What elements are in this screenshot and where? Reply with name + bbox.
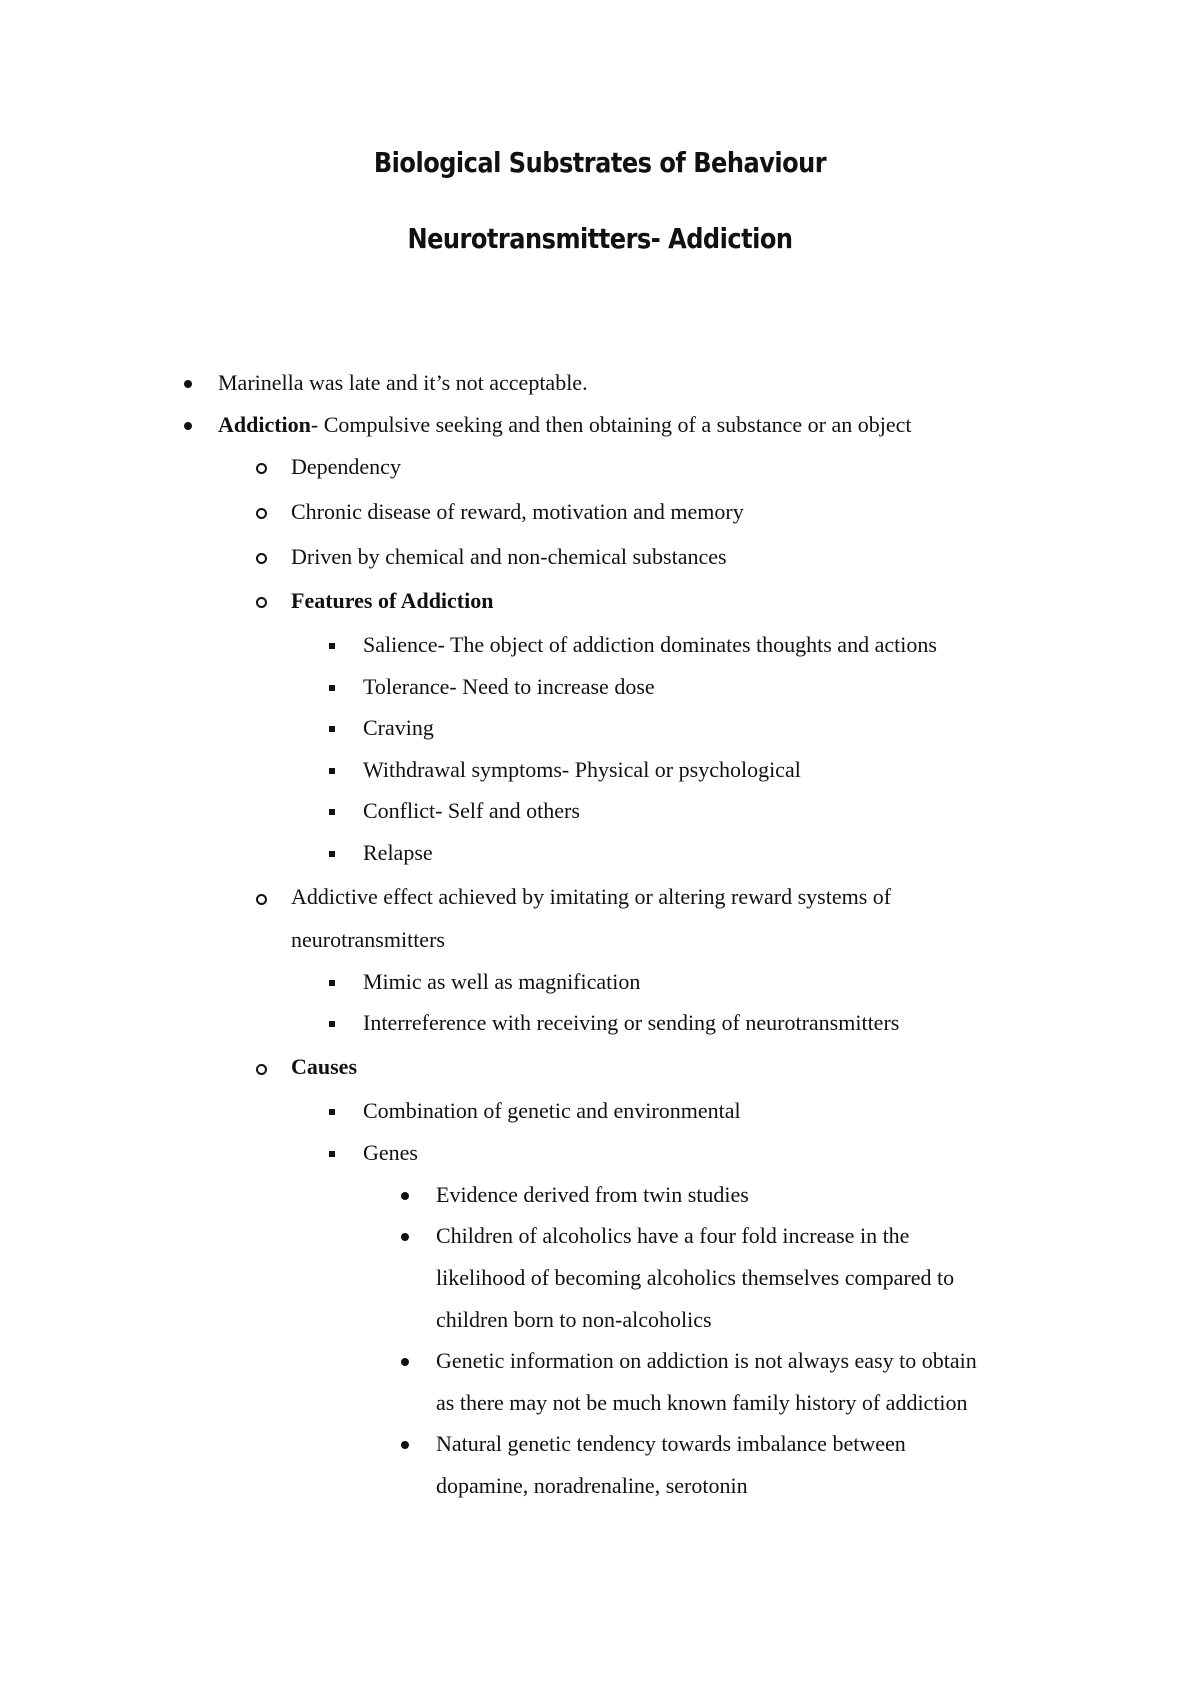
bullet-circle-icon (256, 894, 267, 905)
bullet-circle-icon (256, 553, 267, 564)
list-item: Chronic disease of reward, motivation and memory (291, 499, 744, 524)
bullet-circle-icon (256, 463, 267, 474)
bullet-square-icon (329, 643, 335, 649)
list-item: Craving (363, 715, 434, 740)
list-item: Dependency (291, 454, 401, 479)
list-item: Natural genetic tendency towards imbalance between (436, 1431, 906, 1456)
list-item: Evidence derived from twin studies (436, 1182, 749, 1207)
bullet-square-icon (329, 980, 335, 986)
bullet-circle-icon (256, 508, 267, 519)
bullet-square-icon (329, 685, 335, 691)
bullet-circle-icon (256, 1064, 267, 1075)
bullet-dot-icon (184, 422, 192, 430)
list-item: Driven by chemical and non-chemical substances (291, 544, 727, 569)
list-item: Genes (363, 1140, 418, 1165)
list-item: Tolerance- Need to increase dose (363, 674, 655, 699)
list-item (291, 1052, 357, 1082)
bullet-square-icon (329, 1109, 335, 1115)
bullet-square-icon (329, 768, 335, 774)
list-item: Combination of genetic and environmental (363, 1098, 741, 1123)
bullet-square-icon (329, 851, 335, 857)
document-subtitle: Neurotransmitters- Addiction (407, 222, 793, 255)
bullet-square-icon (329, 809, 335, 815)
list-item: Interreference with receiving or sending of neurotransmitters (363, 1010, 900, 1035)
list-item-continuation: neurotransmitters (291, 927, 445, 952)
bullet-dot-icon (401, 1358, 409, 1366)
bullet-dot-icon (401, 1233, 409, 1241)
list-item: Marinella was late and it’s not acceptable. (218, 370, 588, 395)
list-item-continuation: children born to non-alcoholics (436, 1307, 712, 1332)
list-item: Mimic as well as magnification (363, 969, 641, 994)
bullet-list (0, 368, 1200, 1568)
list-item: Conflict- Self and others (363, 798, 580, 823)
list-item: Addictive effect achieved by imitating or altering reward systems of (291, 884, 892, 909)
section-heading: Causes (291, 1054, 358, 1079)
list-item: Addiction- Compulsive seeking and then obtaining of a substance or an object (218, 412, 912, 437)
bullet-square-icon (329, 1021, 335, 1027)
section-heading: Features of Addiction (291, 588, 494, 613)
bullet-dot-icon (401, 1192, 409, 1200)
list-item-continuation: dopamine, noradrenaline, serotonin (436, 1473, 748, 1498)
list-item-continuation: as there may not be much known family history of addiction (436, 1390, 968, 1415)
list-item: Children of alcoholics have a four fold increase in the (436, 1223, 910, 1248)
bullet-dot-icon (184, 380, 192, 388)
list-item: Withdrawal symptoms- Physical or psychological (363, 757, 801, 782)
term-label: Addiction (218, 412, 311, 437)
bullet-square-icon (329, 1151, 335, 1157)
bullet-square-icon (329, 726, 335, 732)
list-item: Genetic information on addiction is not always easy to obtain (436, 1348, 977, 1373)
bullet-dot-icon (401, 1441, 409, 1449)
document-title: Biological Substrates of Behaviour (373, 146, 827, 179)
list-item: Relapse (363, 840, 433, 865)
list-item: Salience- The object of addiction dominates thoughts and actions (363, 632, 937, 657)
bullet-circle-icon (256, 597, 267, 608)
list-item-continuation: likelihood of becoming alcoholics themselves compared to (436, 1265, 955, 1290)
list-item (291, 586, 493, 616)
